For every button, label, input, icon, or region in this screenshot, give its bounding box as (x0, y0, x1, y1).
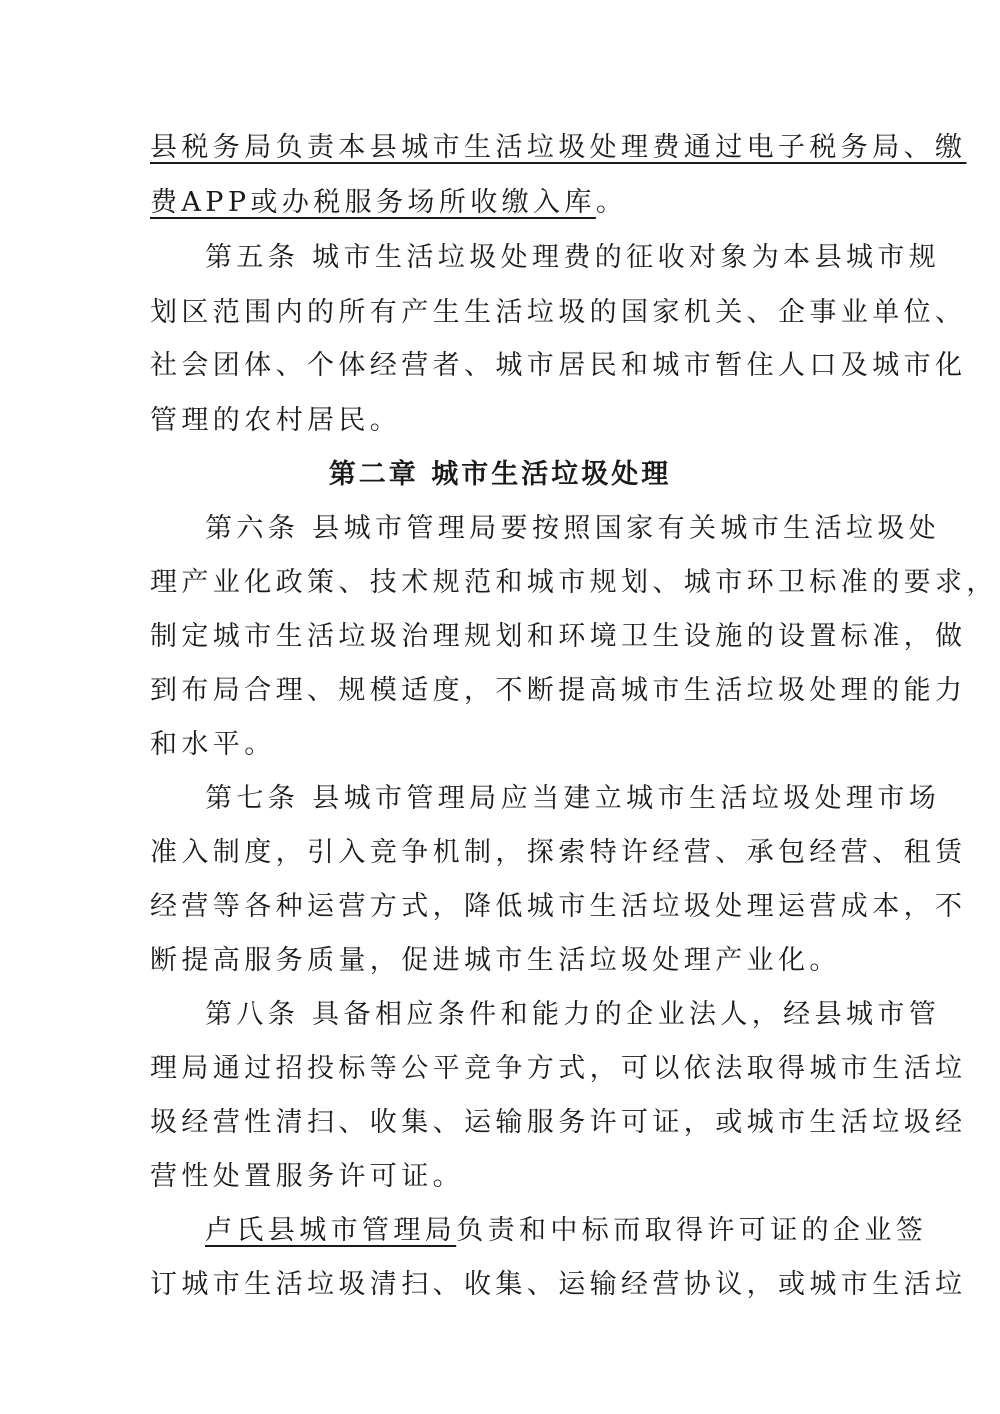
underlined-text: 费APP或办税服务场所收缴入库 (150, 187, 596, 218)
paragraph-article-7: 第七条 县城市管理局应当建立城市生活垃圾处理市场 (205, 783, 941, 814)
text-line: 准入制度，引入竞争机制，探索特许经营、承包经营、租赁 (150, 837, 967, 868)
underlined-text: 卢氏县城市管理局 (205, 1215, 457, 1246)
text-line: 订城市生活垃圾清扫、收集、运输经营协议，或城市生活垃 (150, 1269, 967, 1300)
text-line: 营性处置服务许可证。 (150, 1161, 464, 1192)
text-line: 到布局合理、规模适度，不断提高城市生活垃圾处理的能力 (150, 675, 967, 706)
text-line: 理局通过招投标等公平竞争方式，可以依法取得城市生活垃 (150, 1053, 967, 1084)
text-line: 县税务局负责本县城市生活垃圾处理费通过电子税务局、缴 (150, 132, 967, 163)
paragraph-article-6: 第六条 县城市管理局要按照国家有关城市生活垃圾处 (205, 513, 941, 544)
text-fragment: 。 (595, 187, 628, 218)
text-line: 社会团体、个体经营者、城市居民和城市暂住人口及城市化 (150, 350, 967, 381)
text-line: 圾经营性清扫、收集、运输服务许可证，或城市生活垃圾经 (150, 1107, 967, 1138)
text-line: 制定城市生活垃圾治理规划和环境卫生设施的设置标准，做 (150, 621, 967, 652)
paragraph-agreement (205, 1213, 927, 1249)
text-line: 断提高服务质量，促进城市生活垃圾处理产业化。 (150, 945, 841, 976)
text-fragment: 负责和中标而取得许可证的企业签 (456, 1215, 928, 1246)
text-line: 管理的农村居民。 (150, 405, 402, 436)
text-line: 和水平。 (150, 729, 276, 760)
paragraph-article-5: 第五条 城市生活垃圾处理费的征收对象为本县城市规 (205, 242, 941, 273)
text-line (150, 185, 627, 221)
text-line: 经营等各种运营方式，降低城市生活垃圾处理运营成本，不 (150, 891, 967, 922)
paragraph-article-8: 第八条 具备相应条件和能力的企业法人，经县城市管 (205, 999, 941, 1030)
text-line: 理产业化政策、技术规范和城市规划、城市环卫标准的要求， (150, 567, 998, 598)
text-line: 划区范围内的所有产生生活垃圾的国家机关、企事业单位、 (150, 297, 967, 328)
chapter-heading: 第二章 城市生活垃圾处理 (328, 459, 672, 490)
